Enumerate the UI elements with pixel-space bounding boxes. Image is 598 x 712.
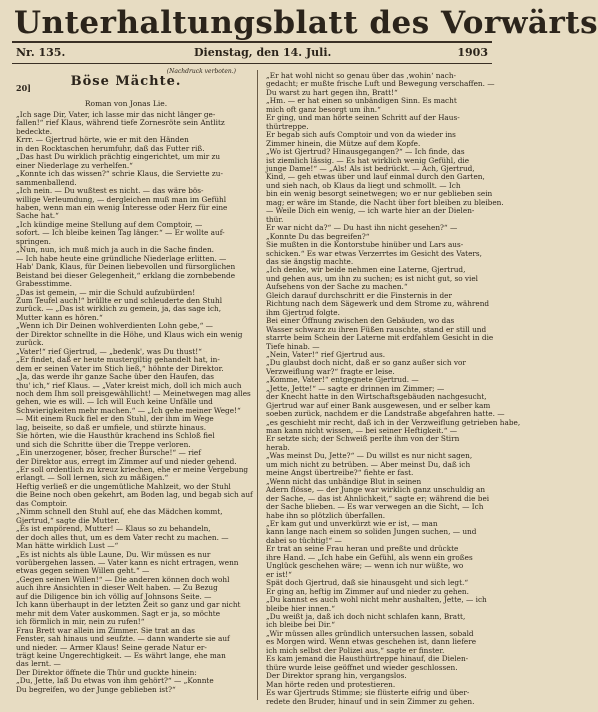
text-line: ihm Gjertrud folgte. [266, 307, 340, 317]
text-line: Frau Brett war allein im Zimmer. Sie trat an das [16, 625, 195, 635]
text-line: „Wenn ich Dir Deinen wohlverdienten Lohn gebe,“ — [16, 321, 213, 331]
text-line: der Direktor aus, erregt im Zimmer auf und nieder gehend. [16, 456, 237, 466]
text-line: dem er seinen Vater im Stich ließ,“ höhnte der Direktor. [16, 363, 224, 373]
text-line: thür. [266, 214, 284, 224]
text-line: Aufsehens von der Sache zu machen.“ [266, 282, 408, 292]
text-line: Er trat an seine Frau heran und preßte und drückte [266, 544, 459, 554]
text-line: noch dem Ihm soll preisgewähllicht! — Meinetwegen mag alles [16, 388, 251, 398]
text-line: „Wo ist Gjertrud? Hinausgegangen?“ — Ich finde, das [266, 147, 465, 157]
text-line: Unglück geschehen wäre; — wenn ich nur wüßte, wo [266, 561, 464, 571]
text-line: „Ich kündige meine Stellung auf dem Comptoir, — [16, 219, 203, 229]
text-line: „Er hat wohl nicht so genau über das ‚wohin‘ nach- [266, 71, 457, 80]
issue-date: Dienstag, den 14. Juli. [194, 46, 332, 59]
text-line: und nieder. — Armer Klaus! Seine gerade Natur er- [16, 642, 207, 652]
text-line: Er ging an, heftig im Zimmer auf und nieder zu gehen. [266, 586, 469, 596]
text-line: sofort. — Ich bleibe keinen Tag länger.“ — Er wollte auf- [16, 228, 225, 238]
text-line: Gleich darauf durchschritt er die Finsternis in der [266, 290, 452, 300]
installment-number: 20] [16, 83, 31, 93]
text-line: Fenster, sah hinaus und seufzte. — dann wanderte sie auf [16, 634, 230, 644]
text-line: Er ging, und man hörte seinen Schritt auf der Haus- [266, 113, 460, 123]
text-line: der doch alles thut, um es dem Vater recht zu machen. — [16, 532, 229, 542]
text-line: Krrr. — Gjertrud hörte, wie er mit den Händen [16, 135, 189, 145]
text-line: Er begab sich aufs Comptoir und von da wieder ins [266, 130, 456, 140]
text-line: um mich nicht zu betrüben. — Aber meinst Du, daß ich [266, 459, 471, 469]
text-line: „Er kam gut und unverkürzt wie er ist, — man [266, 519, 438, 529]
text-line: „Du glaubst doch nicht, daß er so ganz außer sich vor [266, 358, 466, 368]
text-line: thürtreppe. [266, 121, 309, 131]
text-line: habe ihn so plötzlich überfallen. [266, 510, 386, 520]
text-line: „Wir müssen alles gründlich untersuchen lassen, sobald [266, 628, 474, 638]
text-line: — Weile Dich ein wenig, — ich warte hier an der Dielen- [266, 206, 475, 216]
left-column-body [16, 110, 253, 694]
text-line: das Comptoir. [16, 498, 68, 508]
text-line: herab. [266, 442, 290, 452]
text-line: „Ich sage Dir, Vater, ich lasse mir das nicht länger ge- [16, 110, 216, 119]
text-line: „Das ist gemein, — mir die Schuld aufzubürden! [16, 287, 196, 297]
text-line: Zimmer hinein, die Mütze auf dem Kopfe. [266, 138, 421, 148]
text-line: Du warst zu hart gegen ihn, Bratt!“ [266, 87, 398, 97]
text-line: Heftig verließ er die ungemütliche Mahlzeit, wo der Stuhl [16, 481, 231, 491]
text-line: ihre Hand. — „Ich habe ein Gefühl, als wenn ein großes [266, 552, 473, 562]
header-rule [12, 63, 492, 64]
text-line: einer Niederlage zu verhelfen.“ [16, 160, 133, 170]
text-line: ich förmlich in mir, nein zu rufen!“ [16, 617, 145, 627]
text-line: „Ich denke, wir beide nehmen eine Laterne, Gjertrud, [266, 265, 466, 275]
text-line: lag, beiseite, so daß er umfiele, und stürzte hinaus. [16, 422, 207, 432]
text-line: thüre wurde leise geöffnet und wieder geschlossen. [266, 662, 458, 672]
text-line: Du begreifen, wo der Junge geblieben ist?“ [16, 684, 176, 694]
text-line: der Sache blieben. — Es war verwegen an die Sicht, — Ich [266, 502, 484, 512]
left-column [16, 68, 253, 706]
text-line: dabei so tüchtig!“ — [266, 535, 342, 545]
text-line: Wasser schwarz zu ihren Füßen rauschte, stand er still und [266, 324, 487, 334]
text-line: mag; er wäre im Stande, die Nacht über fort bleiben zu bleiben. [266, 197, 504, 207]
text-line: meine Angst übertreibe?“ fiehte er fast. [266, 468, 414, 478]
text-line: „Du kannst es auch wohl nicht mehr aushalten, Jette, — ich [266, 595, 487, 605]
column-divider [257, 70, 258, 700]
text-line: „Ja, das werde ihr ganze Sache über den Haufen, das [16, 372, 214, 382]
text-line: haben, wenn man ein wenig Interesse oder Herz für eine [16, 202, 228, 212]
text-line: „Er findet, daß er heute mustergiltig gehandelt hat, in- [16, 355, 220, 365]
text-line: Es kam jemand die Hausthürtreppe hinauf, die Dielen- [266, 654, 469, 664]
text-line: „Er soll ordentlich zu kreuz kriechen, ehe er meine Vergebung [16, 465, 249, 475]
text-line: springen. [16, 236, 51, 246]
text-line: auch ihre Ansichten in dieser Welt haben. — Zu Bezug [16, 583, 218, 593]
text-line: und sich die Schritte über die Treppe verloren. [16, 439, 191, 449]
text-line: Beistand bei dieser Gelegenheit,“ erklang die zornbebende [16, 270, 236, 280]
text-line: „Ein unerzogener, böser, frecher Bursche!“ — rief [16, 448, 201, 458]
text-line: sammenballend. [16, 177, 77, 187]
text-line: Schwierigkeiten mehr machen.“ — „Ich gehe meiner Wege!“ [16, 405, 241, 415]
text-line: schicken.“ Es war etwas Verzerrtes im Gesicht des Vaters, [266, 248, 482, 258]
text-line: „Ich nein. — Du wußtest es nicht. — das wäre bös- [16, 186, 204, 196]
text-line: mich oft ganz besorgt um ihn.“ [266, 104, 381, 114]
right-column [266, 71, 521, 706]
text-line: gedacht; er mußte frische Luft und Bewegung verschaffen. — [266, 79, 495, 89]
text-line: „Du, Jette, laß Du etwas von ihm gehört?“ — „Konnte [16, 676, 214, 686]
masthead-rule [12, 41, 492, 43]
text-line: „Es ist nichts als üble Laune, Du. Wir müssen es nur [16, 549, 211, 559]
text-line: man kann nicht wissen, — bei seiner Heftigkeit.“ — [266, 426, 458, 436]
text-line: „Nun, nun, ich muß mich ja auch in die Sache finden. [16, 245, 214, 255]
text-line: der Knecht hatte in den Wirtschaftsgebäuden nachgesucht, [266, 392, 487, 402]
text-line: fallen!“ rief Klaus, während tiefe Zornesröte sein Antlitz [16, 118, 225, 128]
text-line: Kind, — geh etwas über und lauf einmal durch den Garten, [266, 172, 485, 182]
text-line: es Morgen wird. Wenn etwas geschehen ist, dann liefere [266, 637, 477, 647]
text-line: Grabesstimme. [16, 279, 72, 289]
text-line: — Ich habe heute eine gründliche Niederlage erlitten. — [16, 253, 227, 263]
text-line: in den Rocktaschen herumfuhr, daß das Futter riß. [16, 143, 205, 153]
text-line: Gjertrud war auf einer Bank ausgewesen, und er selber kam [266, 400, 491, 410]
text-line: bleibe hier innen.“ [266, 603, 335, 613]
text-line: erlangt. — Soll lernen, sich zu mäßigen.“ [16, 473, 169, 483]
text-line: Der Direktor öffnete die Thür und guckte hinein: [16, 667, 197, 677]
text-line: Bei einer Öffnung zwischen den Gebäuden, wo das [266, 316, 455, 326]
text-line: willige Verleumdung, — dergleichen muß man im Gefühl [16, 194, 227, 204]
text-line: Adern flösse, — der Junge war wirklich ganz unschuldig an [266, 485, 486, 495]
text-line: das sie ängstig machte. [266, 256, 354, 266]
text-line: der Direktor schnellte in die Höhe, und Klaus wich ein wenig [16, 329, 243, 339]
text-line: „es geschieht mir recht, daß ich in der Verzweiflung getrieben habe, [266, 417, 521, 427]
text-line: zurück. [16, 338, 44, 348]
text-line: bedeckte. [16, 126, 53, 136]
text-line: „Nimm schnell den Stuhl auf, ehe das Mädchen kommt, [16, 507, 223, 517]
story-header [16, 68, 236, 100]
issue-number: Nr. 135. [16, 46, 66, 59]
text-line: Spät doch Gjertrud, daß sie hinausgeht und sich legt.“ [266, 578, 469, 588]
text-line: „Nein, Vater!“ rief Gjertrud aus. [266, 349, 386, 359]
text-line: und gehen aus, um ihn zu suchen; es ist nicht gut, so viel [266, 273, 479, 283]
text-line: ich mich selbst der Polizei aus,“ sagte er finster. [266, 645, 445, 655]
text-line: Richtung nach dem Sägewerk und dem Strome zu, während [266, 299, 490, 309]
story-byline: Roman von Jonas Lie. [84, 99, 168, 108]
story-title: Böse Mächte. [70, 74, 182, 89]
text-line: „Konnte ich das wissen?“ schrie Klaus, die Serviette zu- [16, 169, 223, 179]
text-line: „Was meinst Du, Jette?“ — Du willst es nur nicht sagen, [266, 451, 473, 461]
text-line: Verzweiflung war?“ fragte er leise. [266, 366, 395, 376]
text-line: Zum Teufel auch!“ brüllte er und schleuderte den Stuhl [16, 295, 223, 305]
text-line: Sache hat.“ [16, 211, 59, 221]
issue-line [16, 45, 488, 61]
text-line: thu' ich,“ rief Klaus. — „Vater kreist mich, doll ich mich auch [16, 380, 242, 390]
text-line: „Jette, Jette!“ — sagte er drinnen im Zimmer; — [266, 383, 445, 393]
text-line: — Mit einem Ruck fiel er den Stuhl, der ihm im Wege [16, 414, 214, 424]
text-line: Er war nicht da?“ — Du hast ihn nicht gesehen?“ — [266, 223, 458, 233]
text-line: die Beine noch oben gekehrt, am Boden lag, und begab sich auf [16, 490, 253, 500]
text-line: das lernt. — [16, 659, 61, 669]
text-line: „Vater!“ rief Gjertrud, — „bedenk', was Du thust!“ [16, 346, 202, 356]
text-line: gehen, wie es will. — Ich will Euch keine Unfälle und [16, 397, 213, 407]
text-line: Der Direktor sprang hin, vergangslos. [266, 671, 407, 681]
right-column-body [266, 71, 521, 706]
reprint-note: (Nachdruck verboten.) [166, 68, 236, 75]
text-line: Gjertrud,“ sagte die Mutter. [16, 515, 120, 525]
text-line: Tiefe hinab. — [266, 341, 320, 351]
text-line: vorübergehen lassen. — Vater kann es nicht ertragen, wenn [16, 558, 239, 568]
text-line: etwas gegen seinen Willen geht.“ — [16, 566, 150, 576]
text-line: „Gegen seinen Willen!“ — Die anderen können doch wohl [16, 574, 230, 584]
text-line: Sie hörten, wie die Hausthür krachend ins Schloß fiel [16, 431, 215, 441]
text-line: Man hätte wirklich Lust —“ [16, 541, 119, 551]
text-line: auf die Diligence bin ich völlig auf Johnsons Seite. — [16, 591, 212, 601]
text-line: Ich kann überhaupt in der letzten Zeit so ganz und gar nicht [16, 600, 241, 610]
text-line: Hab' Dank, Klaus, für Deinen liebevollen und fürsorglichen [16, 262, 236, 272]
text-line: bin ein wenig besorgt seinetwegen; wo er nur geblieben sein [266, 189, 493, 199]
text-line: soeben zurück, nachdem er die Landstraße abgefahren hatte. — [266, 409, 505, 419]
text-line: Es war Gjertruds Stimme; sie flüsterte eifrig und über- [266, 688, 470, 698]
text-line: „Komme, Vater!“ entgegnete Gjertrud. — [266, 375, 419, 385]
text-line: mehr mit dem Vater auskommen. Sagt er ja, so möchte [16, 608, 221, 618]
text-line: er ist!“ [266, 569, 292, 579]
text-line: trägt keine Ungerechtigkeit. — Es währt lange, ehe man [16, 651, 226, 660]
text-line: Mutter kann es hören.“ [16, 312, 103, 322]
text-line: Er setzte sich; der Schweiß perlte ihm von der Stirn [266, 434, 460, 444]
text-line: starrte beim Schein der Laterne mit erdfahlem Gesicht in die [266, 333, 494, 343]
masthead: Unterhaltungsblatt des Vorwärts [14, 5, 598, 41]
text-line: „Das hast Du wirklich prächtig eingerichtet, um mir zu [16, 152, 221, 162]
text-line: kann lange nach einem so soliden Jungen suchen, — und [266, 527, 477, 537]
text-line: ist ziemlich lässig. — Es hat wirklich wenig Gefühl, die [266, 155, 470, 165]
issue-year: 1903 [457, 46, 488, 59]
text-line: Sie mußten in die Kontorstube hinüber und Lars aus- [266, 240, 464, 250]
text-line: „Konnte Du das begreifen?“ [266, 231, 370, 241]
text-line: „Hm. — er hat einen so unbändigen Sinn. Es macht [266, 96, 457, 106]
text-line: „Wenn nicht das unbändige Blut in seinen [266, 476, 422, 486]
text-line: und sieh nach, ob Klaus da liegt und schmollt. — Ich [266, 180, 461, 190]
text-line: zurück. — „Das ist wirklich zu gemein, ja, das sage ich, [16, 304, 222, 314]
text-line: junge Dame!“ — „Als! Als ist bedrückt. — Ach, Gjertrud, [266, 163, 475, 173]
text-line: „Du weißt ja, daß ich doch nicht schlafen kann, Bratt, [266, 612, 466, 621]
text-line: „Es ist empörend, Mutter! — Klaus so zu behandeln, [16, 524, 211, 534]
text-line: der Sache, — das ist Ahnlichkeit,“ sagte er; während die bei [266, 493, 490, 503]
text-line: ich bleibe bei Dir.“ [266, 620, 335, 630]
text-line: Man hörte reden und protestieren. [266, 679, 396, 689]
text-line: redete den Bruder, hinauf und in sein Zimmer zu gehen. [266, 696, 475, 706]
